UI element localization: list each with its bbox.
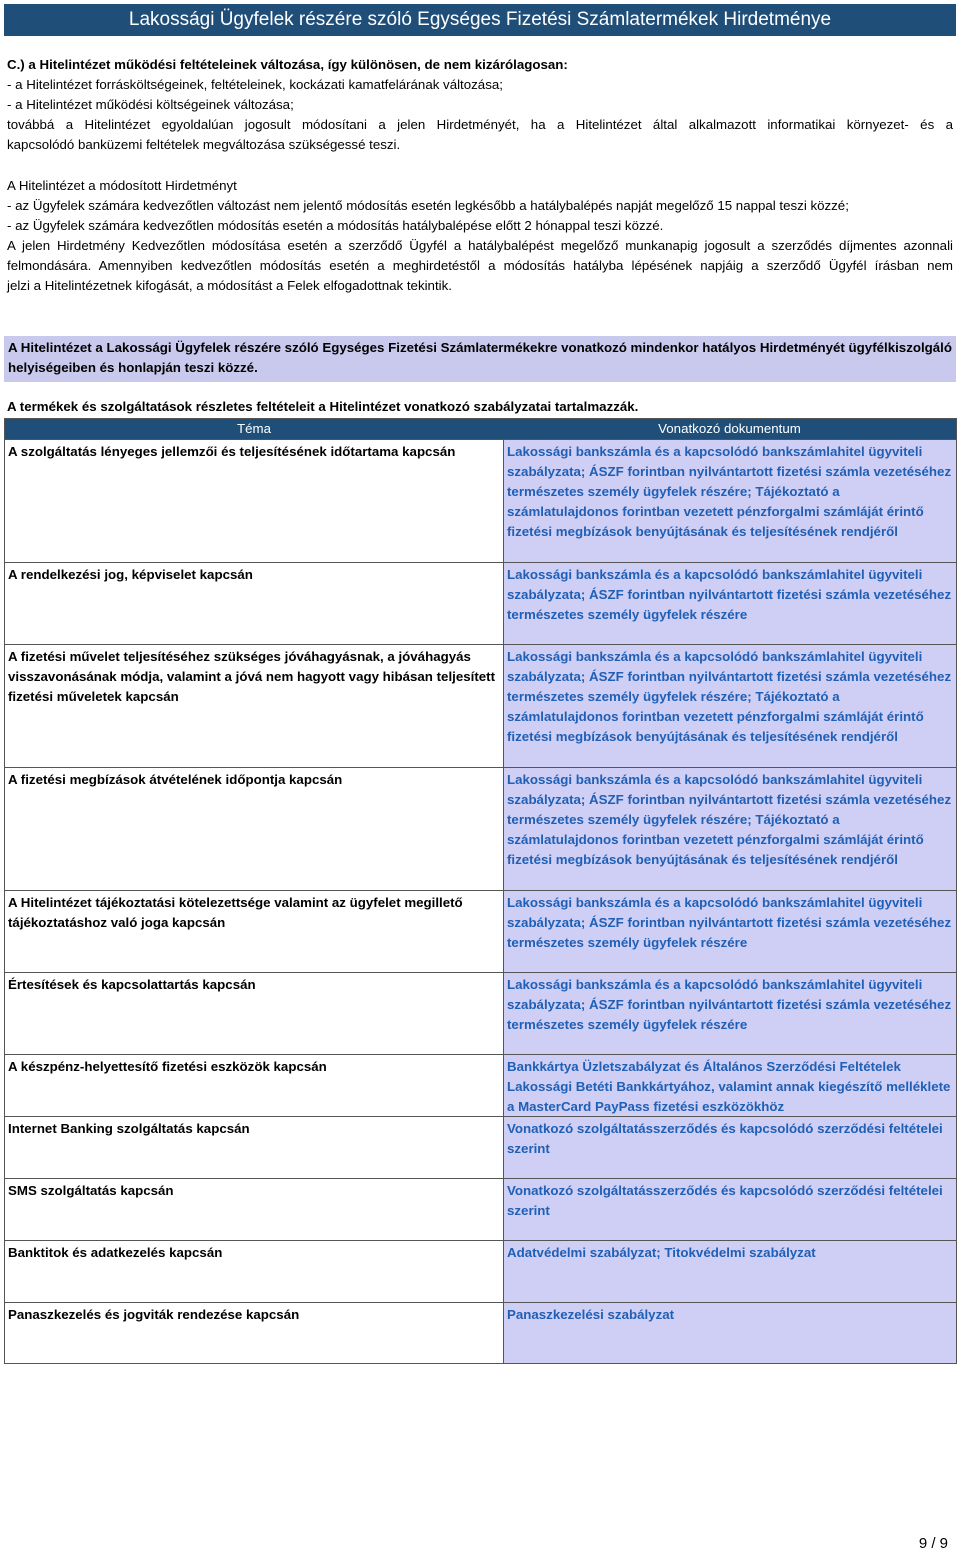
document-title: Lakossági Ügyfelek részére szóló Egységes Fizetési Számlatermékek Hirdetménye [128, 9, 832, 30]
section-c-item: - a Hitelintézet forrásköltségeinek, feltételeinek, kockázati kamatfelárának változása; [7, 77, 503, 92]
topic-text: tájékoztatáshoz való joga kapcsán [8, 915, 226, 930]
page-number: 9 / 9 [918, 1535, 948, 1552]
document-header [4, 4, 956, 36]
table-row [5, 562, 956, 644]
table-row [5, 644, 956, 767]
termination-text: jelzi a Hitelintézetnek kifogását, a módosítást a Felek elfogadottnak tekintik. [7, 278, 452, 293]
document-text: Lakossági bankszámla és a kapcsolódó bankszámlahitel ügyviteli [507, 895, 923, 910]
topic-text: A fizetési művelet teljesítéséhez szükséges jóváhagyásnak, a jóváhagyás [8, 649, 471, 664]
topic-cell [5, 973, 503, 1054]
topic-text: Értesítések és kapcsolattartás kapcsán [8, 977, 256, 992]
document-text: természetes személy ügyfelek részére; Tájékoztató a [507, 812, 840, 827]
document-cell [503, 973, 956, 1054]
termination-text: A jelen Hirdetmény Kedvezőtlen módosítása esetén a szerződő Ügyfél a hatálybalépést megelőző munkanapig jogosult a szerződés díjmentes azonnali [7, 238, 953, 253]
table-row [5, 1054, 956, 1116]
modification-intro: A Hitelintézet a módosított Hirdetményt [7, 178, 237, 193]
documents-table [4, 418, 957, 1364]
topic-cell [5, 440, 503, 562]
document-text: Lakossági Betéti Bankkártyához, valamint annak kiegészítő melléklete [507, 1079, 951, 1094]
modification-section [7, 176, 953, 296]
table-header [5, 419, 956, 439]
document-text: természetes személy ügyfelek részére [507, 1017, 748, 1032]
modification-item: - az Ügyfelek számára kedvezőtlen módosítás esetén a módosítás hatálybalépése előtt 2 hónappal teszi közzé. [7, 218, 664, 233]
section-c-heading: C.) a Hitelintézet működési feltételeinek változása, így különösen, de nem kizárólagosan: [7, 57, 568, 72]
table-row [5, 890, 956, 972]
document-cell [503, 891, 956, 972]
document-text: Vonatkozó szolgáltatásszerződés és kapcsolódó szerződési feltételei [507, 1121, 943, 1136]
document-text: természetes személy ügyfelek részére [507, 935, 748, 950]
document-text: szerint [507, 1203, 550, 1218]
termination-text: felmondására. Amennyiben kedvezőtlen módosítás esetén a meghirdetéstől a módosítás hatályba lépésének napjáig a szerződő Ügyfél írásban nem [7, 258, 953, 273]
document-text: a MasterCard PayPass fizetési eszközökhöz [507, 1099, 785, 1114]
topic-text: A készpénz-helyettesítő fizetési eszközök kapcsán [8, 1059, 327, 1074]
document-cell [503, 440, 956, 562]
document-text: fizetési megbízások benyújtásának és teljesítésének rendjéről [507, 524, 898, 539]
document-text: természetes személy ügyfelek részére; Tájékoztató a [507, 484, 840, 499]
document-text: természetes személy ügyfelek részére; Tájékoztató a [507, 689, 840, 704]
topic-text: visszavonásának módja, valamint a jóvá nem hagyott vagy hibásan teljesített [8, 669, 495, 684]
topic-text: Banktitok és adatkezelés kapcsán [8, 1245, 223, 1260]
document-text: számlatulajdonos forintban vezetett pénzforgalmi számláját érintő [507, 504, 924, 519]
document-text: fizetési megbízások benyújtásának és teljesítésének rendjéről [507, 852, 898, 867]
topic-cell [5, 891, 503, 972]
table-row [5, 439, 956, 562]
topic-text: Panaszkezelés és jogviták rendezése kapcsán [8, 1307, 300, 1322]
section-c-further: továbbá a Hitelintézet egyoldalúan jogosult módosítani a jelen Hirdetményét, ha a Hitelintézet által alkalmazott informatikai környezet- és a [7, 117, 953, 132]
column-header-topic: Téma [237, 421, 271, 436]
topic-cell [5, 1241, 503, 1302]
document-cell [503, 1117, 956, 1178]
document-text: Vonatkozó szolgáltatásszerződés és kapcsolódó szerződési feltételei [507, 1183, 943, 1198]
document-cell [503, 1241, 956, 1302]
table-row [5, 1302, 956, 1363]
table-row [5, 972, 956, 1054]
document-text: Bankkártya Üzletszabályzat és Általános Szerződési Feltételek [507, 1059, 901, 1074]
document-text: természetes személy ügyfelek részére [507, 607, 748, 622]
document-cell [503, 768, 956, 890]
document-text: Lakossági bankszámla és a kapcsolódó bankszámlahitel ügyviteli [507, 444, 923, 459]
section-c-item: - a Hitelintézet működési költségeinek változása; [7, 97, 294, 112]
topic-text: A szolgáltatás lényeges jellemzői és teljesítésének időtartama kapcsán [8, 444, 456, 459]
column-header-document: Vonatkozó dokumentum [658, 421, 801, 436]
notice-line: A Hitelintézet a Lakossági Ügyfelek részére szóló Egységes Fizetési Számlatermékekre vonatkozó mindenkor hatályos Hirdetményét ügyfélkiszolgáló [8, 340, 952, 355]
document-text: Lakossági bankszámla és a kapcsolódó bankszámlahitel ügyviteli [507, 567, 923, 582]
document-text: szabályzata; ÁSZF forintban nyilvántartott fizetési számla vezetéséhez [507, 587, 952, 602]
document-text: Lakossági bankszámla és a kapcsolódó bankszámlahitel ügyviteli [507, 772, 923, 787]
topic-text: A Hitelintézet tájékoztatási kötelezettsége valamint az ügyfelet megillető [8, 895, 463, 910]
document-cell [503, 1055, 956, 1116]
document-text: Adatvédelmi szabályzat; Titokvédelmi szabályzat [507, 1245, 816, 1260]
section-c-further: kapcsolódó banküzemi feltételek megváltozása szükségessé teszi. [7, 137, 401, 152]
document-cell [503, 1179, 956, 1240]
notice-line: helyiségeiben és honlapján teszi közzé. [8, 360, 258, 375]
topic-text: SMS szolgáltatás kapcsán [8, 1183, 174, 1198]
document-cell [503, 563, 956, 644]
document-cell [503, 1303, 956, 1363]
topic-cell [5, 1117, 503, 1178]
table-row [5, 767, 956, 890]
document-text: szabályzata; ÁSZF forintban nyilvántartott fizetési számla vezetéséhez [507, 915, 952, 930]
topic-cell [5, 645, 503, 767]
document-text: Panaszkezelési szabályzat [507, 1307, 675, 1322]
topic-cell [5, 1179, 503, 1240]
table-row [5, 1240, 956, 1302]
document-text: számlatulajdonos forintban vezetett pénzforgalmi számláját érintő [507, 709, 924, 724]
document-text: számlatulajdonos forintban vezetett pénzforgalmi számláját érintő [507, 832, 924, 847]
section-c [7, 55, 953, 155]
document-text: Lakossági bankszámla és a kapcsolódó bankszámlahitel ügyviteli [507, 649, 923, 664]
document-cell [503, 645, 956, 767]
document-text: szabályzata; ÁSZF forintban nyilvántartott fizetési számla vezetéséhez [507, 792, 952, 807]
table-row [5, 1116, 956, 1178]
topic-text: fizetési műveletek kapcsán [8, 689, 179, 704]
topic-cell [5, 1055, 503, 1116]
topic-text: Internet Banking szolgáltatás kapcsán [8, 1121, 250, 1136]
document-text: fizetési megbízások benyújtásának és teljesítésének rendjéről [507, 729, 898, 744]
document-text: szabályzata; ÁSZF forintban nyilvántartott fizetési számla vezetéséhez [507, 464, 952, 479]
document-text: szabályzata; ÁSZF forintban nyilvántartott fizetési számla vezetéséhez [507, 669, 952, 684]
table-row [5, 1178, 956, 1240]
document-text: szerint [507, 1141, 550, 1156]
publication-notice [4, 336, 956, 382]
document-text: szabályzata; ÁSZF forintban nyilvántartott fizetési számla vezetéséhez [507, 997, 952, 1012]
products-intro: A termékek és szolgáltatások részletes feltételeit a Hitelintézet vonatkozó szabályzatai tartalmazzák. [7, 399, 639, 414]
topic-cell [5, 563, 503, 644]
document-text: Lakossági bankszámla és a kapcsolódó bankszámlahitel ügyviteli [507, 977, 923, 992]
topic-cell [5, 768, 503, 890]
topic-cell [5, 1303, 503, 1363]
modification-item: - az Ügyfelek számára kedvezőtlen változást nem jelentő módosítás esetén legkésőbb a hatálybalépés napját megelőző 15 nappal teszi közzé; [7, 198, 849, 213]
topic-text: A rendelkezési jog, képviselet kapcsán [8, 567, 253, 582]
topic-text: A fizetési megbízások átvételének időpontja kapcsán [8, 772, 343, 787]
